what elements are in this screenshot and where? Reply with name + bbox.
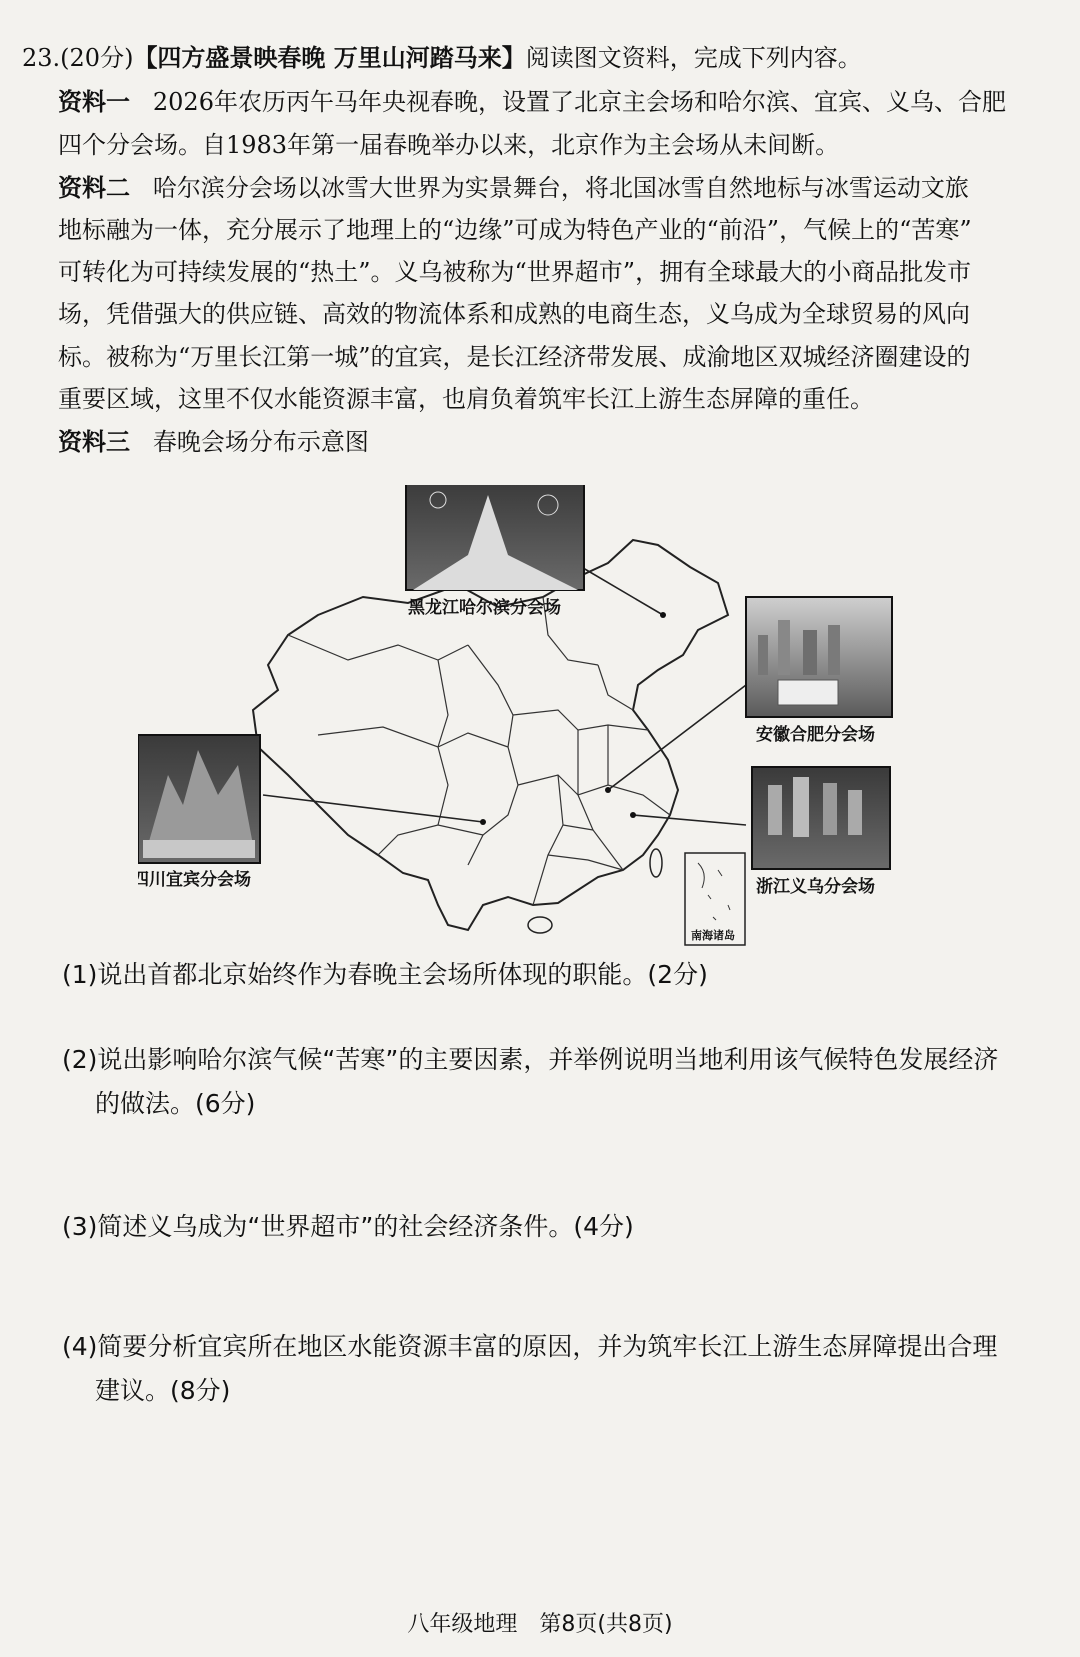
material-3-label: 资料三 xyxy=(58,428,130,456)
yibin-label: 四川宜宾分会场 xyxy=(138,870,251,890)
material-2-line-4: 场，凭借强大的供应链、高效的物流体系和成熟的电商生态，义乌成为全球贸易的风向 xyxy=(58,300,970,328)
south-sea-inset xyxy=(685,853,745,945)
question-number: 23. xyxy=(22,44,61,72)
yiwu-photo xyxy=(752,767,890,869)
sub-question-4-line-2: 建议。(8分) xyxy=(95,1376,231,1405)
page-footer: 八年级地理 第8页(共8页) xyxy=(407,1612,673,1637)
material-2-label: 资料二 xyxy=(58,174,130,202)
hefei-label: 安徽合肥分会场 xyxy=(756,725,875,745)
sub-question-2-line-1: (2)说出影响哈尔滨气候“苦寒”的主要因素，并举例说明当地利用该气候特色发展经济 xyxy=(62,1045,999,1074)
question-theme: 【四方盛景映春晚 万里山河踏马来】 xyxy=(133,44,526,72)
material-2-line-1: 资料二 哈尔滨分会场以冰雪大世界为实景舞台，将北国冰雪自然地标与冰雪运动文旅 xyxy=(58,174,969,202)
map-title: 春晚会场分布示意图 xyxy=(152,428,369,456)
province-borders xyxy=(288,597,670,905)
question-instruction: 阅读图文资料，完成下列内容。 xyxy=(525,44,862,72)
venue-distribution-map xyxy=(138,485,948,1005)
material-1-line-2: 四个分会场。自1983年第一届春晚举办以来，北京作为主会场从未间断。 xyxy=(58,131,840,159)
material-2-line-2: 地标融为一体，充分展示了地理上的“边缘”可成为特色产业的“前沿”，气候上的“苦寒” xyxy=(58,216,972,244)
material-2-line-6: 重要区域，这里不仅水能资源丰富，也肩负着筑牢长江上游生态屏障的重任。 xyxy=(58,385,874,413)
sub-question-4-line-1: (4)简要分析宜宾所在地区水能资源丰富的原因，并为筑牢长江上游生态屏障提出合理 xyxy=(62,1332,998,1361)
sub-question-3: (3)简述义乌成为“世界超市”的社会经济条件。(4分) xyxy=(62,1212,634,1241)
material-3-line xyxy=(58,426,369,458)
question-header xyxy=(22,42,862,74)
yibin-photo xyxy=(138,735,260,863)
harbin-label: 黑龙江哈尔滨分会场 xyxy=(408,598,561,618)
material-1-label: 资料一 xyxy=(58,88,130,116)
material-1-line-1: 资料一 2026年农历丙午马年央视春晚，设置了北京主会场和哈尔滨、宜宾、义乌、合肥 xyxy=(58,88,1006,116)
yiwu-label: 浙江义乌分会场 xyxy=(756,877,875,897)
south-sea-label: 南海诸岛 xyxy=(691,929,735,942)
sub-question-1: (1)说出首都北京始终作为春晚主会场所体现的职能。(2分) xyxy=(62,960,708,989)
hefei-photo xyxy=(746,597,892,717)
question-score: (20分) xyxy=(60,44,134,72)
material-2-line-3: 可转化为可持续发展的“热土”。义乌被称为“世界超市”，拥有全球最大的小商品批发市 xyxy=(58,258,972,286)
sub-question-2-line-2: 的做法。(6分) xyxy=(95,1089,256,1118)
material-2-line-5: 标。被称为“万里长江第一城”的宜宾，是长江经济带发展、成渝地区双城经济圈建设的 xyxy=(58,343,971,371)
harbin-photo xyxy=(406,485,584,590)
